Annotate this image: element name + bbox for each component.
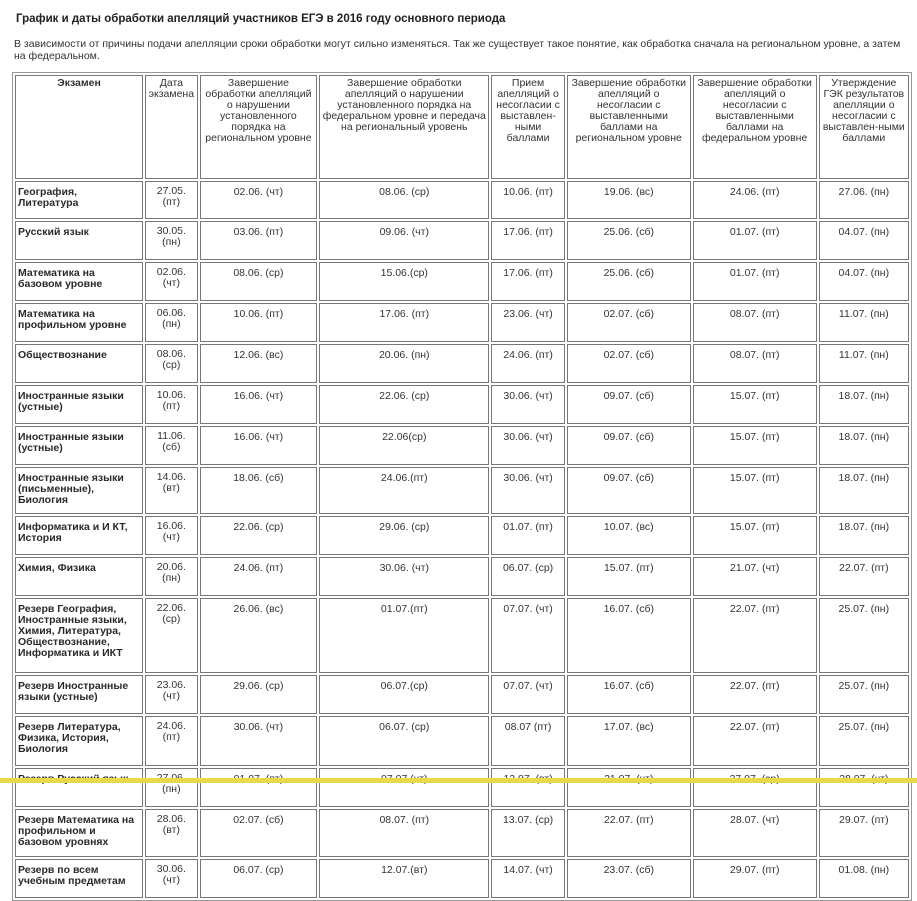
- exam-date-cell: 22.06. (ср): [145, 598, 198, 673]
- header-violation-regional: Завершение обработки апелляций о нарушении установленного порядка на региональном уровне: [200, 75, 318, 179]
- deadline-cell: 04.07. (пн): [819, 221, 909, 260]
- exam-name-cell: Математика на базовом уровне: [15, 262, 143, 301]
- exam-date-cell: 11.06. (сб): [145, 426, 198, 465]
- deadline-cell: 29.07. (пт): [819, 809, 909, 857]
- deadline-cell: 07.07. (чт): [491, 598, 565, 673]
- exam-date-cell: 23.06. (чт): [145, 675, 198, 714]
- deadline-cell: 24.06.(пт): [319, 467, 489, 514]
- deadline-cell: 29.06. (ср): [200, 675, 318, 714]
- deadline-cell: 23.07. (сб): [567, 859, 691, 898]
- intro-text: В зависимости от причины подачи апелляции сроки обработки могут сильно изменяться. Так же существует такое понятие, как обработка сначала на региональном уровне, а затем на федеральном.: [14, 38, 901, 62]
- deadline-cell: 30.06. (чт): [319, 557, 489, 596]
- deadline-cell: 30.06. (чт): [491, 385, 565, 424]
- exam-date-cell: 27.05. (пт): [145, 181, 198, 219]
- table-row: [15, 768, 909, 807]
- exam-name-cell: Обществознание: [15, 344, 143, 383]
- exam-date-cell: (пн): [145, 768, 198, 807]
- table-body: [15, 181, 909, 898]
- deadline-cell: 27.06. (пн): [819, 181, 909, 219]
- deadline-cell: 11.07. (пн): [819, 303, 909, 342]
- deadline-cell: 08.07 (пт): [491, 716, 565, 766]
- deadline-cell: 17.06. (пт): [319, 303, 489, 342]
- deadline-cell: 06.07. (ср): [491, 557, 565, 596]
- deadline-cell: 25.07. (пн): [819, 598, 909, 673]
- table-row: [15, 181, 909, 219]
- deadline-cell: 01.07. (пт): [693, 221, 817, 260]
- exam-name-cell: Информатика и И КТ, История: [15, 516, 143, 555]
- exam-name-cell: Резерв по всем учебным предметам: [15, 859, 143, 898]
- deadline-cell: 25.07. (пн): [819, 675, 909, 714]
- exam-date-cell: 20.06. (пн): [145, 557, 198, 596]
- table-header-row: [15, 75, 909, 179]
- deadline-cell: 13.07. (ср): [491, 809, 565, 857]
- header-disagree-regional: Завершение обработки апелляций о несогласии с выставленными баллами на региональном уровне: [567, 75, 691, 179]
- header-gek-approval: Утверждение ГЭК результатов апелляции о несогласии с выставлен-ными баллами: [819, 75, 909, 179]
- deadline-cell: 17.06. (пт): [491, 262, 565, 301]
- deadline-cell: 15.06.(ср): [319, 262, 489, 301]
- deadline-cell: 18.07. (пн): [819, 467, 909, 514]
- deadline-cell: 17.06. (пт): [491, 221, 565, 260]
- exam-date-cell: 30.05. (пн): [145, 221, 198, 260]
- table-row: [15, 426, 909, 465]
- deadline-cell: 30.06. (чт): [491, 426, 565, 465]
- deadline-cell: 10.06. (пт): [200, 303, 318, 342]
- table-row: [15, 467, 909, 514]
- deadline-cell: 29.07. (пт): [693, 859, 817, 898]
- deadline-cell: [491, 768, 565, 807]
- table-row: [15, 716, 909, 766]
- exam-date-cell: 24.06. (пт): [145, 716, 198, 766]
- deadline-cell: 22.06. (ср): [200, 516, 318, 555]
- deadline-cell: 09.07. (сб): [567, 385, 691, 424]
- deadline-cell: 01.08. (пн): [819, 859, 909, 898]
- deadline-cell: 07.07. (чт): [491, 675, 565, 714]
- deadline-cell: 22.06(ср): [319, 426, 489, 465]
- deadline-cell: 22.07. (пт): [693, 675, 817, 714]
- exam-date-cell: 16.06. (чт): [145, 516, 198, 555]
- exam-date-cell: 28.06. (вт): [145, 809, 198, 857]
- header-disagree-federal: Завершение обработки апелляций о несогласии с выставленными баллами на федеральном уровне: [693, 75, 817, 179]
- deadline-cell: 22.07. (пт): [819, 557, 909, 596]
- deadline-cell: 16.07. (сб): [567, 598, 691, 673]
- deadline-cell: 22.06. (ср): [319, 385, 489, 424]
- exam-name-cell: Иностранные языки (устные): [15, 385, 143, 424]
- exam-date-cell: 10.06. (пт): [145, 385, 198, 424]
- table-row: [15, 262, 909, 301]
- deadline-cell: 18.07. (пн): [819, 426, 909, 465]
- deadline-cell: 18.07. (пн): [819, 385, 909, 424]
- deadline-cell: 22.07. (пт): [567, 809, 691, 857]
- deadline-cell: 02.07. (сб): [567, 344, 691, 383]
- deadline-cell: 06.07. (ср): [200, 859, 318, 898]
- header-disagree-accept: Прием апелляций о несогласии с выставлен-ными баллами: [491, 75, 565, 179]
- table-row: [15, 557, 909, 596]
- deadline-cell: 08.07. (пт): [319, 809, 489, 857]
- deadline-cell: 10.06. (пт): [491, 181, 565, 219]
- table-row: [15, 859, 909, 898]
- exam-name-cell: Резерв Литература, Физика, История, Биология: [15, 716, 143, 766]
- table-row: [15, 344, 909, 383]
- deadline-cell: 30.06. (чт): [491, 467, 565, 514]
- deadline-cell: 15.07. (пт): [693, 426, 817, 465]
- deadline-cell: 26.06. (вс): [200, 598, 318, 673]
- deadline-cell: 22.07. (пт): [693, 598, 817, 673]
- deadline-cell: 02.07. (сб): [567, 303, 691, 342]
- deadline-cell: 16.07. (сб): [567, 675, 691, 714]
- exam-name-cell: Иностранные языки (письменные), Биология: [15, 467, 143, 514]
- deadline-cell: 08.07. (пт): [693, 303, 817, 342]
- deadline-cell: 24.06. (пт): [200, 557, 318, 596]
- table-row: [15, 385, 909, 424]
- header-exam: Экзамен: [15, 75, 143, 179]
- exam-date-cell: 30.06. (чт): [145, 859, 198, 898]
- deadline-cell: 25.06. (сб): [567, 221, 691, 260]
- deadline-cell: 24.06. (пт): [693, 181, 817, 219]
- deadline-cell: 15.07. (пт): [567, 557, 691, 596]
- deadline-cell: 12.07.(вт): [319, 859, 489, 898]
- deadline-cell: 09.07. (сб): [567, 426, 691, 465]
- exam-name-cell: [15, 768, 143, 807]
- deadline-cell: 12.06. (вс): [200, 344, 318, 383]
- exam-name-cell: Химия, Физика: [15, 557, 143, 596]
- exam-name-cell: Резерв Математика на профильном и базовом уровнях: [15, 809, 143, 857]
- deadline-cell: 29.06. (ср): [319, 516, 489, 555]
- deadline-cell: 25.07. (пн): [819, 716, 909, 766]
- deadline-cell: 14.07. (чт): [491, 859, 565, 898]
- deadline-cell: 15.07. (пт): [693, 516, 817, 555]
- deadline-cell: 16.06. (чт): [200, 426, 318, 465]
- deadline-cell: 01.07. (пт): [693, 262, 817, 301]
- deadline-cell: 09.06. (чт): [319, 221, 489, 260]
- deadline-cell: 06.07. (ср): [319, 716, 489, 766]
- deadline-cell: 02.07. (сб): [200, 809, 318, 857]
- deadline-cell: 01.07. (пт): [491, 516, 565, 555]
- deadline-cell: 09.07. (сб): [567, 467, 691, 514]
- header-violation-federal: Завершение обработки апелляций о нарушении установленного порядка на федеральном уровне и передача на региональный уровень: [319, 75, 489, 179]
- deadline-cell: 01.07.(пт): [319, 598, 489, 673]
- deadline-cell: 15.07. (пт): [693, 385, 817, 424]
- deadline-cell: 22.07. (пт): [693, 716, 817, 766]
- deadline-cell: 20.06. (пн): [319, 344, 489, 383]
- deadline-cell: 21.07. (чт): [693, 557, 817, 596]
- deadline-cell: 24.06. (пт): [491, 344, 565, 383]
- exam-date-cell: 14.06. (вт): [145, 467, 198, 514]
- deadline-cell: 02.06. (чт): [200, 181, 318, 219]
- deadline-cell: 23.06. (чт): [491, 303, 565, 342]
- table-row: [15, 303, 909, 342]
- table-row: [15, 809, 909, 857]
- exam-date-cell: 08.06. (ср): [145, 344, 198, 383]
- deadline-cell: 19.06. (вс): [567, 181, 691, 219]
- exam-date-cell: 02.06. (чт): [145, 262, 198, 301]
- deadline-cell: 30.06. (чт): [200, 716, 318, 766]
- deadline-cell: 04.07. (пн): [819, 262, 909, 301]
- table-row: [15, 598, 909, 673]
- exam-name-cell: Русский язык: [15, 221, 143, 260]
- deadline-cell: [819, 768, 909, 807]
- header-exam-date: Дата экзамена: [145, 75, 198, 179]
- exam-name-cell: Иностранные языки (устные): [15, 426, 143, 465]
- deadline-cell: 08.06. (ср): [319, 181, 489, 219]
- deadline-cell: 06.07.(ср): [319, 675, 489, 714]
- deadline-cell: 08.06. (ср): [200, 262, 318, 301]
- deadline-cell: 03.06. (пт): [200, 221, 318, 260]
- deadline-cell: 18.06. (сб): [200, 467, 318, 514]
- table-row: [15, 675, 909, 714]
- exam-name-cell: Резерв Иностранные языки (устные): [15, 675, 143, 714]
- deadline-cell: 11.07. (пн): [819, 344, 909, 383]
- deadline-cell: 08.07. (пт): [693, 344, 817, 383]
- table-row: [15, 516, 909, 555]
- page-title: График и даты обработки апелляций участников ЕГЭ в 2016 году основного периода: [16, 13, 506, 25]
- deadline-cell: 25.06. (сб): [567, 262, 691, 301]
- bottom-border-bar: [0, 778, 917, 783]
- deadline-cell: 28.07. (чт): [693, 809, 817, 857]
- exam-date-cell: 06.06. (пн): [145, 303, 198, 342]
- appeals-schedule-table: [12, 72, 912, 901]
- deadline-cell: 15.07. (пт): [693, 467, 817, 514]
- table-row: [15, 221, 909, 260]
- deadline-cell: [319, 768, 489, 807]
- deadline-cell: 17.07. (вс): [567, 716, 691, 766]
- deadline-cell: 16.06. (чт): [200, 385, 318, 424]
- deadline-cell: 10.07. (вс): [567, 516, 691, 555]
- deadline-cell: [693, 768, 817, 807]
- deadline-cell: [200, 768, 318, 807]
- deadline-cell: [567, 768, 691, 807]
- deadline-cell: 18.07. (пн): [819, 516, 909, 555]
- exam-name-cell: Математика на профильном уровне: [15, 303, 143, 342]
- exam-name-cell: География, Литература: [15, 181, 143, 219]
- exam-name-cell: Резерв География, Иностранные языки, Химия, Литература, Обществознание, Информатика и ИКТ: [15, 598, 143, 673]
